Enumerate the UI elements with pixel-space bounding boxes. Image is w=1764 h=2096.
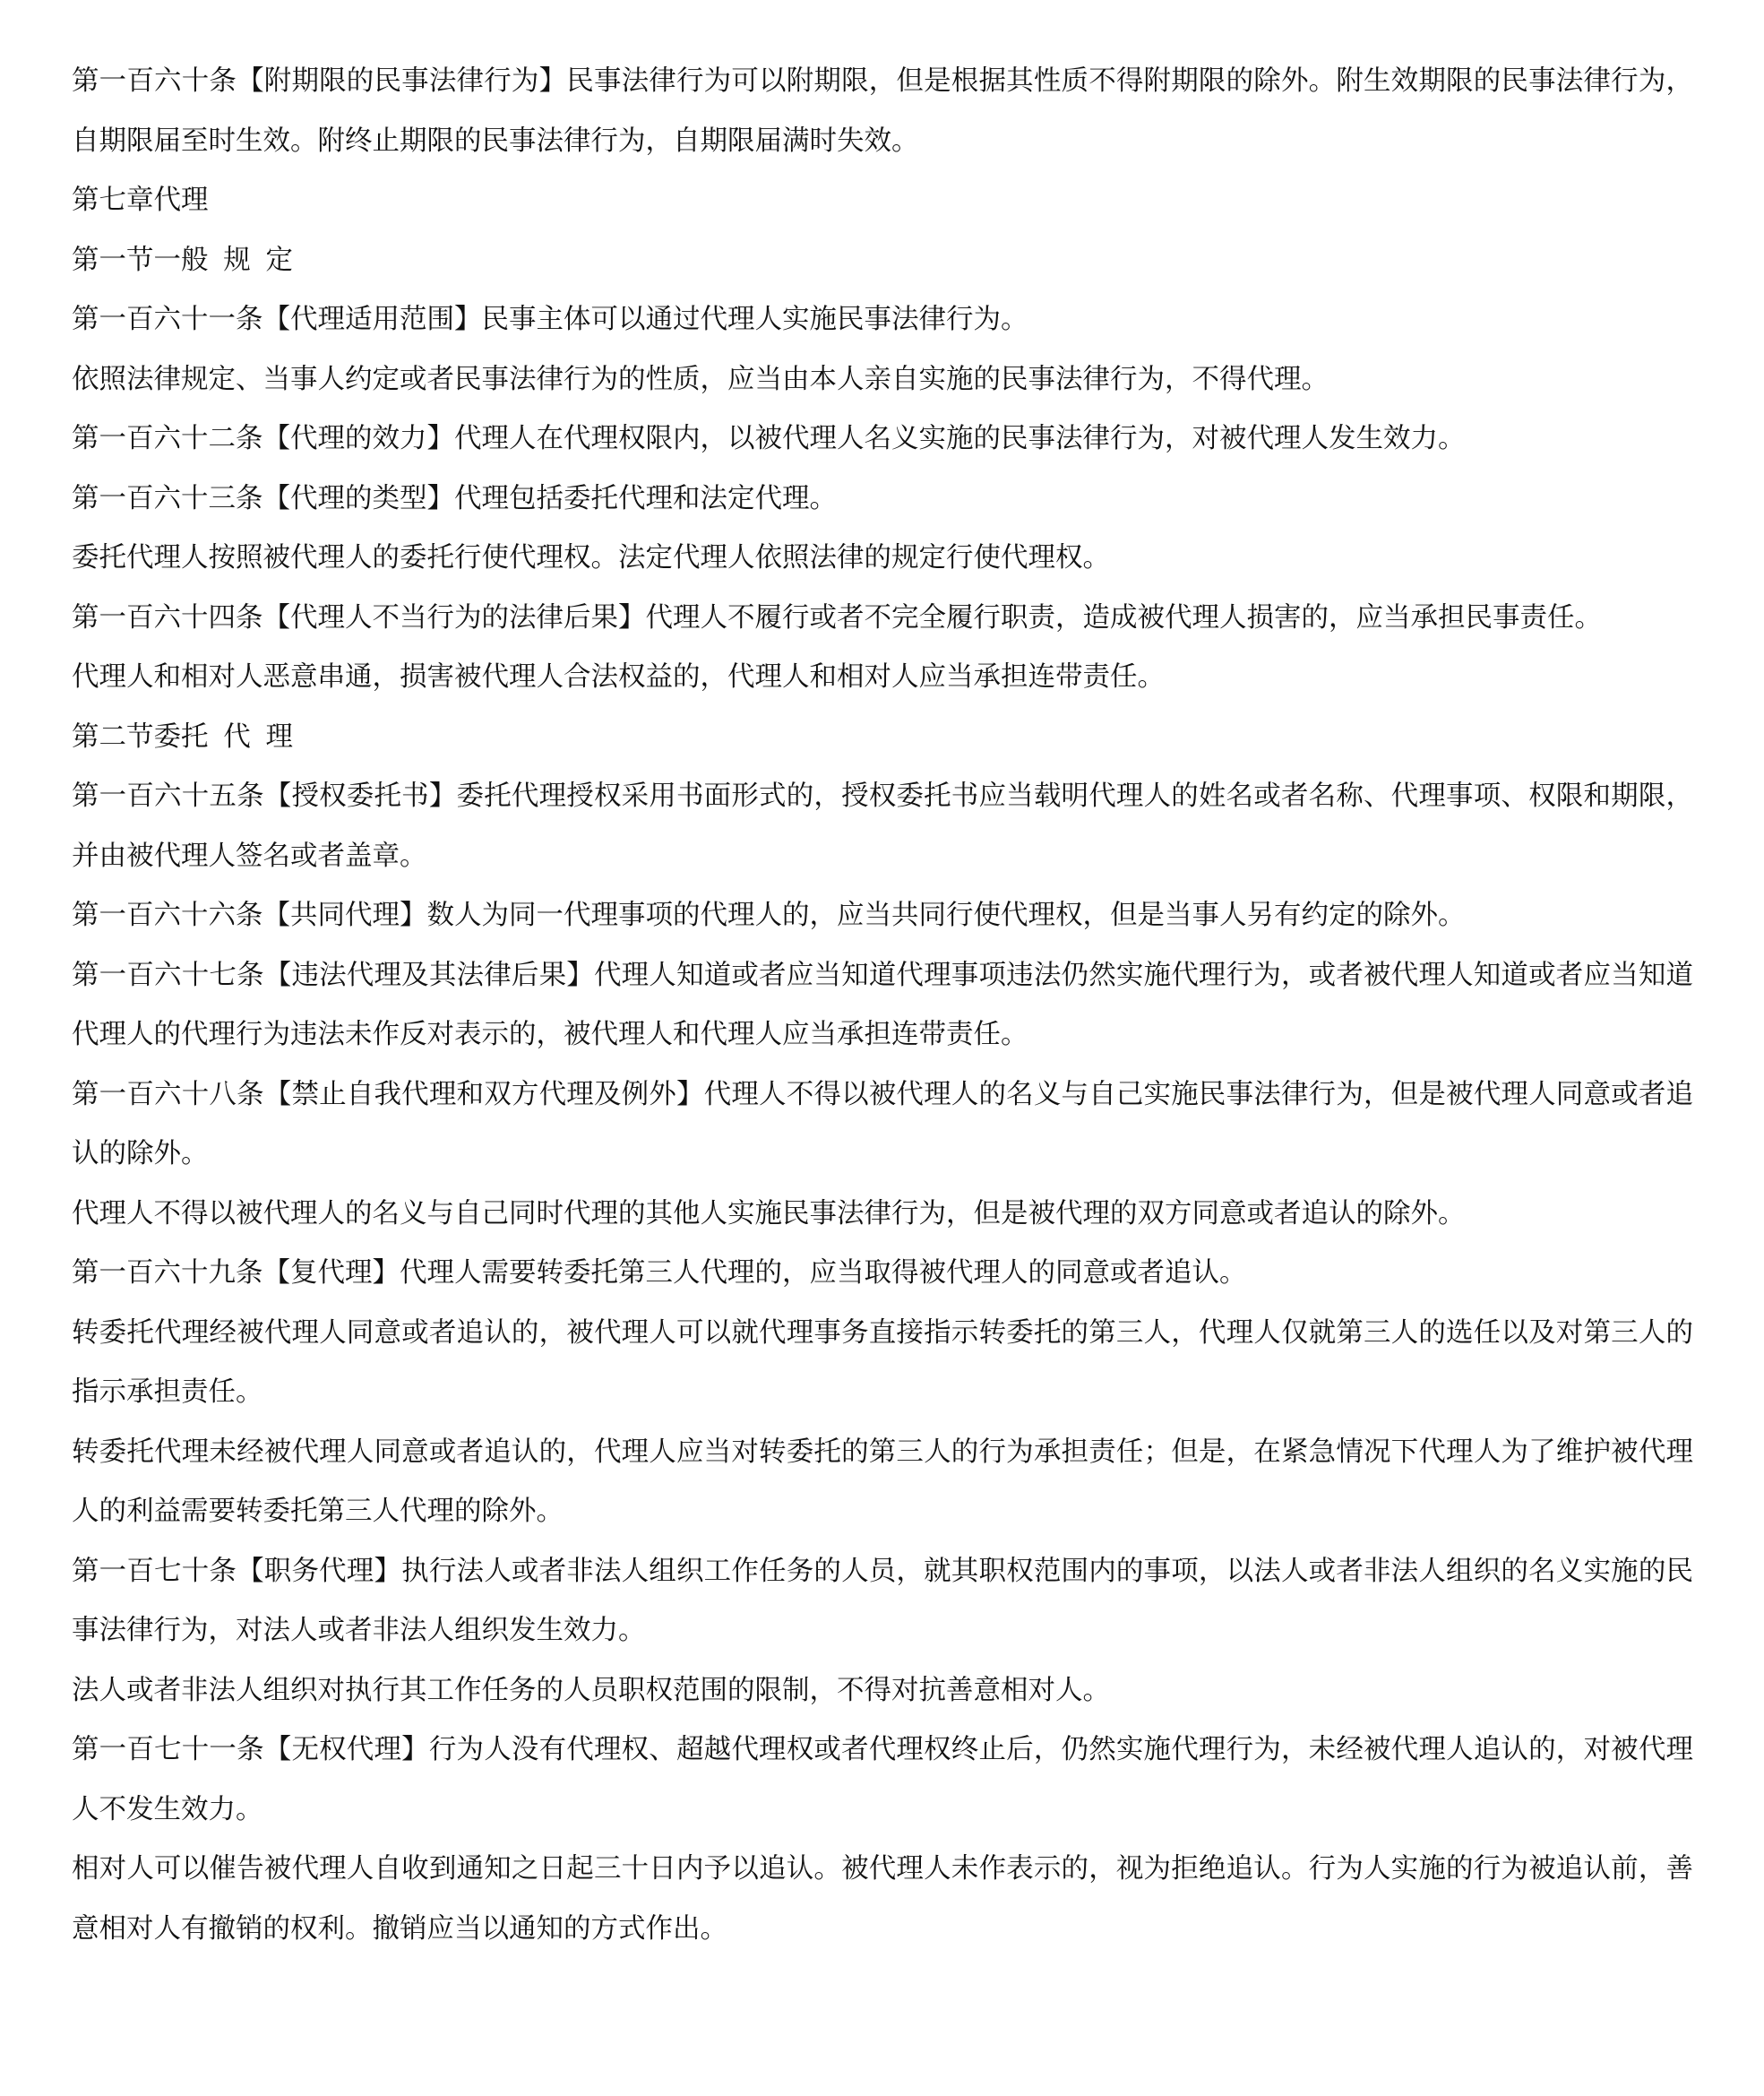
section-2-prefix: 第二节委 [72,720,181,753]
section-1-prefix: 第一节一 [72,244,181,276]
article-164: 第一百六十四条【代理人不当行为的法律后果】代理人不履行或者不完全履行职责，造成被代理人损害的，应当承担民事责任。 [72,601,1602,634]
article-170-p2: 法人或者非法人组织对执行其工作任务的人员职权范围的限制，不得对抗善意相对人。 [72,1674,1110,1706]
section-2-heading [72,708,1693,768]
article-163: 第一百六十三条【代理的类型】代理包括委托代理和法定代理。 [72,482,837,514]
article-165: 第一百六十五条【授权委托书】委托代理授权采用书面形式的，授权委托书应当载明代理人的姓名或者名称、代理事项、权限和期限，并由被代理人签名或者盖章。 [72,781,1693,872]
article-169-p2: 转委托代理经被代理人同意或者追认的，被代理人可以就代理事务直接指示转委托的第三人，代理人仅就第三人的选任以及对第三人的指示承担责任。 [72,1316,1693,1408]
section-1-heading [72,231,1693,291]
article-167: 第一百六十七条【违法代理及其法律后果】代理人知道或者应当知道代理事项违法仍然实施代理行为，或者被代理人知道或者应当知道代理人的代理行为违法未作反对表示的，被代理人和代理人应当承担连带责任。 [72,959,1693,1050]
article-168-p2: 代理人不得以被代理人的名义与自己同时代理的其他人实施民事法律行为，但是被代理的双方同意或者追认的除外。 [72,1197,1466,1229]
article-171: 第一百七十一条【无权代理】行为人没有代理权、超越代理权或者代理权终止后，仍然实施代理行为，未经被代理人追认的，对被代理人不发生效力。 [72,1734,1693,1825]
section-2-title: 托代理 [181,720,308,753]
chapter-7-heading: 第七章代理 [72,185,209,216]
article-169: 第一百六十九条【复代理】代理人需要转委托第三人代理的，应当取得被代理人的同意或者追认。 [72,1257,1247,1289]
article-162: 第一百六十二条【代理的效力】代理人在代理权限内，以被代理人名义实施的民事法律行为，对被代理人发生效力。 [72,423,1466,454]
article-161-p2: 依照法律规定、当事人约定或者民事法律行为的性质，应当由本人亲自实施的民事法律行为，不得代理。 [72,363,1329,395]
article-160: 第一百六十条【附期限的民事法律行为】民事法律行为可以附期限，但是根据其性质不得附期限的除外。附生效期限的民事法律行为，自期限届至时生效。附终止期限的民事法律行为，自期限届满时失效。 [72,65,1693,157]
article-168: 第一百六十八条【禁止自我代理和双方代理及例外】代理人不得以被代理人的名义与自己实施民事法律行为，但是被代理人同意或者追认的除外。 [72,1078,1693,1169]
article-171-p2: 相对人可以催告被代理人自收到通知之日起三十日内予以追认。被代理人未作表示的，视为拒绝追认。行为人实施的行为被追认前，善意相对人有撤销的权利。撤销应当以通知的方式作出。 [72,1853,1693,1945]
article-170: 第一百七十条【职务代理】执行法人或者非法人组织工作任务的人员，就其职权范围内的事项，以法人或者非法人组织的名义实施的民事法律行为，对法人或者非法人组织发生效力。 [72,1555,1693,1646]
article-161: 第一百六十一条【代理适用范围】民事主体可以通过代理人实施民事法律行为。 [72,304,1028,335]
article-163-p2: 委托代理人按照被代理人的委托行使代理权。法定代理人依照法律的规定行使代理权。 [72,542,1110,574]
article-169-p3: 转委托代理未经被代理人同意或者追认的，代理人应当对转委托的第三人的行为承担责任；但是，在紧急情况下代理人为了维护被代理人的利益需要转委托第三人代理的除外。 [72,1436,1693,1527]
section-1-title: 般规定 [181,244,308,276]
document-body [72,52,1693,1959]
article-166: 第一百六十六条【共同代理】数人为同一代理事项的代理人的，应当共同行使代理权，但是当事人另有约定的除外。 [72,900,1466,931]
article-164-p2: 代理人和相对人恶意串通，损害被代理人合法权益的，代理人和相对人应当承担连带责任。 [72,661,1165,693]
